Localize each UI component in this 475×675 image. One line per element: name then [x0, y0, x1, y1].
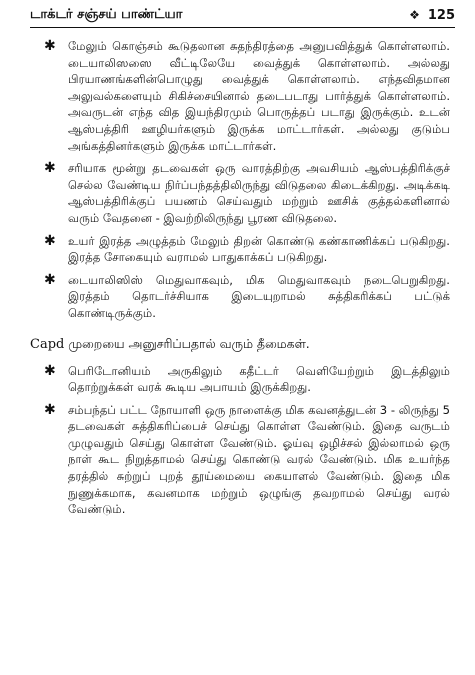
diamond-ornament-icon: ❖: [409, 8, 420, 22]
page-number: 125: [427, 7, 455, 23]
list-item: [30, 272, 450, 322]
running-header: [30, 6, 455, 24]
page-body: [30, 38, 450, 524]
list-item: [30, 38, 450, 154]
asterisk-bullet-icon: ✱: [44, 362, 56, 379]
asterisk-bullet-icon: ✱: [44, 401, 56, 418]
section-heading-text: முறையை அனுசரிப்பதால் வரும் தீமைகள்.: [64, 335, 310, 351]
asterisk-bullet-icon: ✱: [44, 271, 56, 288]
list-item-text: மேலும் கொஞ்சம் கூடுதலான சுதந்திரத்தை அனுபவித்துக் கொள்ளலாம். டையாலிஸஸை வீட்டிலேயே வைத்துக் கொள்ளலாம். அல்லது பிரயாணங்களின்பொழுது வைத்துக் கொள்ளலாம். எந்தவிதமான அலுவல்களையும் சிகிச்சையினால் தடைபடாது பார்த்துக் கொள்ளலாம். அவருடன் எந்த வித இயந்திரமும் பொருத்தப் படாது இருக்கும். உடன் ஆஸ்பத்திரி ஊழியர்களும் இருக்க மாட்டார்கள். அல்லது குடும்ப அங்கத்தினர்களும் இருக்க மாட்டார்கள்.: [68, 39, 450, 153]
list-item-text: பெரிடோனியம் அருகிலும் கதீட்டர் வெளியேற்றும் இடத்திலும் தொற்றுக்கள் வரக் கூடிய அபாயம் இருக்கிறது.: [68, 363, 450, 395]
disadvantages-list: [30, 363, 450, 518]
list-item-text: உயர் இரத்த அழுத்தம் மேலும் திறன் கொண்டு கண்காணிக்கப் படுகிறது. இரத்த சோகையும் வராமல் பாதுகாக்கப் படுகிறது.: [68, 233, 450, 265]
page-number-group: [409, 8, 455, 23]
section-heading: [30, 336, 450, 353]
list-item: [30, 233, 450, 266]
list-item: [30, 363, 450, 396]
list-item: [30, 160, 450, 226]
section-heading-latin: Capd: [30, 336, 65, 352]
asterisk-bullet-icon: ✱: [44, 38, 56, 54]
list-item-text: டையாலிஸிஸ் மெதுவாகவும், மிக மெதுவாகவும் நடைபெறுகிறது. இரத்தம் தொடர்ச்சியாக இடையுறாமல் சுத்திகரிக்கப் பட்டுக் கொண்டிருக்கும்.: [68, 272, 450, 320]
advantages-list: [30, 38, 450, 322]
header-rule: [30, 27, 455, 28]
asterisk-bullet-icon: ✱: [44, 160, 56, 177]
list-item-text: சரியாக மூன்று தடவைகள் ஒரு வாரத்திற்கு அவசியம் ஆஸ்பத்திரிக்குச் செல்ல வேண்டிய நிர்ப்பந்தத்திலிருந்து விடுதலை கிடைக்கிறது. அடிக்கடி ஆஸ்பத்திரிக்குப் பயணம் செய்வதும் மற்றும் ஊசிக் குத்தல்களினால் வரும் வேதனை - இவற்றிலிருந்து பூரண விடுதலை.: [68, 161, 450, 225]
list-item-text: சம்பந்தப் பட்ட நோயாளி ஒரு நாளைக்கு மிக கவனத்துடன் 3 - லிருந்து 5 தடவைகள் சுத்திகரிப்பைச் செய்து கொள்ள வேண்டும். இதை வருடம் முழுவதும் செய்து கொள்ள வேண்டும். ஓய்வு ஒழிச்சல் இல்லாமல் ஒரு நாள் கூட நிறுத்தாமல் செய்து கொண்டு வரல் வேண்டும். மிக உயர்ந்த தரத்தில் சுற்றுப் புறத் தூய்மையை கையாளல் வேண்டும். இதை மிக நுணுக்கமாக, கவனமாக மற்றும் ஒழுங்கு தவறாமல் செய்து வரல் வேண்டும்.: [68, 402, 450, 517]
asterisk-bullet-icon: ✱: [44, 232, 56, 249]
list-item: [30, 402, 450, 518]
author-title: டாக்டர் சஞ்சய் பாண்ட்யா: [30, 7, 183, 22]
